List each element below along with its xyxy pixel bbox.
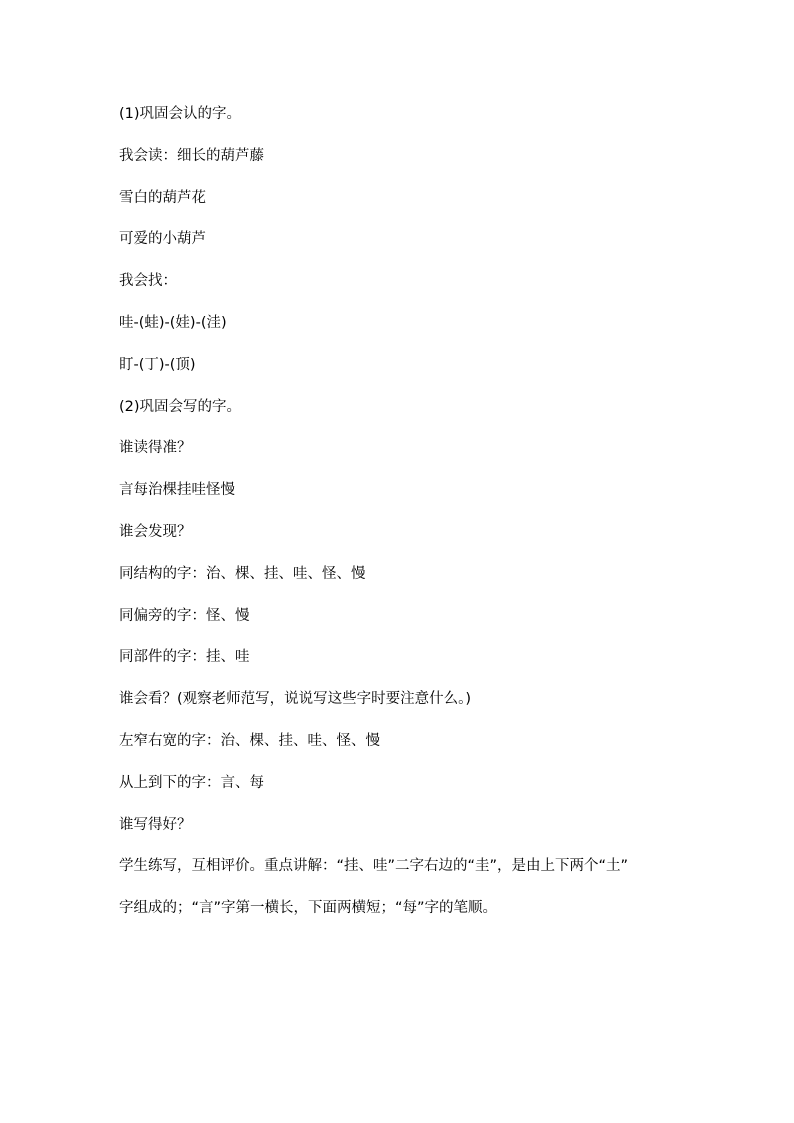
text-line: 谁会看？(观察老师范写，说说写这些字时要注意什么。)	[119, 691, 472, 708]
text-line: 左窄右宽的字：治、棵、挂、哇、怪、慢	[119, 732, 380, 749]
text-line: 从上到下的字：言、每	[119, 774, 264, 791]
text-line: 同部件的字：挂、哇	[119, 649, 250, 666]
text-line: 雪白的葫芦花	[119, 189, 206, 206]
text-line: 哇-(蛙)-(娃)-(洼)	[119, 314, 227, 331]
text-line: 言每治棵挂哇怪慢	[119, 482, 235, 499]
text-line: 盯-(丁)-(顶)	[119, 356, 196, 373]
document-body	[119, 104, 719, 940]
text-line: 我会读：细长的葫芦藤	[119, 147, 264, 164]
text-line: 谁读得准？	[119, 440, 192, 457]
section-heading-write: (2)巩固会写的字。	[119, 398, 242, 415]
text-line: 可爱的小葫芦	[119, 231, 206, 248]
text-line: 同偏旁的字：怪、慢	[119, 607, 250, 624]
text-line: 字组成的；“言”字第一横长，下面两横短；“每”字的笔顺。	[119, 900, 498, 917]
text-line: 谁写得好？	[119, 816, 192, 833]
text-line: 学生练写，互相评价。重点讲解：“挂、哇”二字右边的“圭”，是由上下两个“土”	[119, 858, 629, 875]
text-line: 谁会发现？	[119, 523, 192, 540]
text-line: 同结构的字：治、棵、挂、哇、怪、慢	[119, 565, 366, 582]
section-heading-recognize: (1)巩固会认的字。	[119, 106, 242, 122]
text-line: 我会找：	[119, 273, 177, 290]
